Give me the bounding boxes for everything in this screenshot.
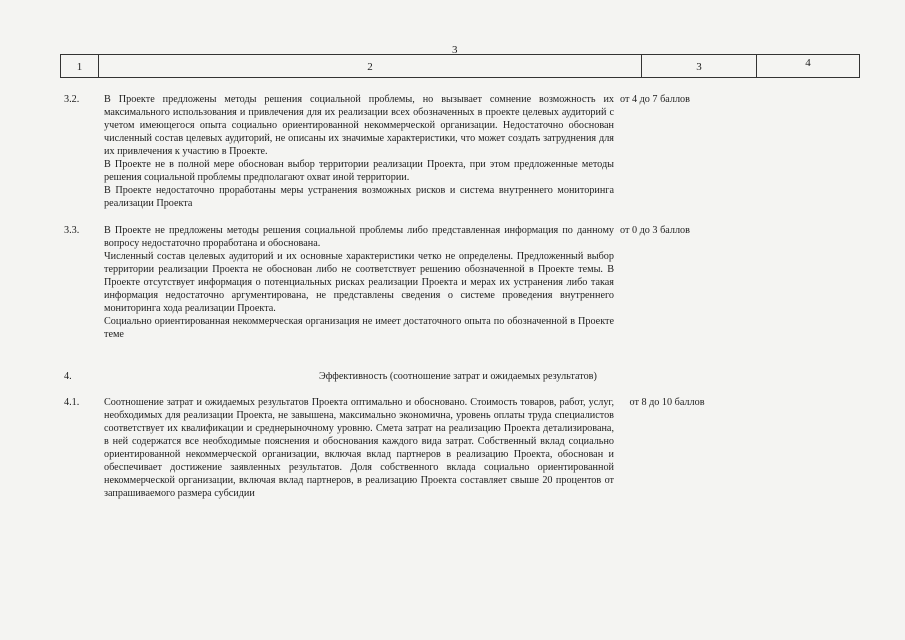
paragraph: Социально ориентированная некоммерческая организация не имеет достаточного опыта по обозначенной в Проекте теме (104, 316, 614, 340)
row-score: от 8 до 10 баллов (629, 397, 705, 408)
row-description (104, 224, 614, 341)
paragraph: В Проекте не предложены методы решения социальной проблемы либо представленная информация по данному вопросу недостаточно проработана и обоснована. (104, 225, 614, 249)
row-score: от 0 до 3 баллов (620, 225, 690, 236)
header-col-3: 3 (642, 55, 757, 77)
paragraph: В Проекте не в полной мере обоснован выбор территории реализации Проекта, при этом предложенные методы решения социальной проблемы предполагают охват иной территории. (104, 159, 614, 183)
section-number: 4. (64, 371, 72, 382)
header-col-1: 1 (61, 55, 99, 77)
paragraph: Численный состав целевых аудиторий и их основные характеристики четко не определены. Предложенный выбор территории реализации Проекта не обоснован либо не соответствует решению обозначенной в Проекте темы. В Проекте отсутствует информация о потенциальных рисках реализации Проекта и мерах их устранения либо такая информация недостаточно аргументирована, не представлены сведения о системе проведения внутреннего мониторинга хода реализации Проекта. (104, 251, 614, 314)
header-col-2: 2 (99, 55, 642, 77)
section-title: Эффективность (соотношение затрат и ожидаемых результатов) (319, 371, 597, 382)
row-number: 3.2. (64, 94, 80, 105)
row-number: 4.1. (64, 397, 80, 408)
paragraph: Соотношение затрат и ожидаемых результатов Проекта оптимально и обосновано. Стоимость товаров, работ, услуг, необходимых для реализации Проекта, не завышена, максимально экономична, уровень оплаты труда специалистов соответствует их квалификации и среднерыночному уровню. Смета затрат на реализацию Проекта детализирована, в ней содержатся все необходимые пояснения и обоснования каждого вида затрат. Собственный вклад социально ориентированной некоммерческой организации, включая вклад партнеров в реализацию Проекта, обоснован и обеспечивает достижение заявленных результатов. Доля собственного вклада социально ориентированной некоммерческой организации, включая вклад партнеров, в реализацию Проекта составляет свыше 20 процентов от запрашиваемого размера субсидии (104, 397, 614, 499)
paragraph: В Проекте недостаточно проработаны меры устранения возможных рисков и система внутреннего мониторинга реализации Проекта (104, 185, 614, 209)
row-score: от 4 до 7 баллов (620, 94, 690, 105)
row-description (104, 396, 614, 500)
table-header (60, 54, 860, 78)
paragraph: В Проекте предложены методы решения социальной проблемы, но вызывает сомнение возможность их максимального использования и привлечения для их реализации всех обозначенных в проекте целевых аудиторий с учетом имеющегося опыта социально ориентированной некоммерческой организации. Недостаточно обоснован численный состав целевых аудиторий, не описаны их значимые характеристики, что может создать затруднения для их привлечения к участию в Проекте. (104, 94, 614, 157)
row-description (104, 93, 614, 210)
header-col-4: 4 (805, 57, 811, 69)
page-number: 3 (452, 44, 458, 56)
row-number: 3.3. (64, 225, 80, 236)
